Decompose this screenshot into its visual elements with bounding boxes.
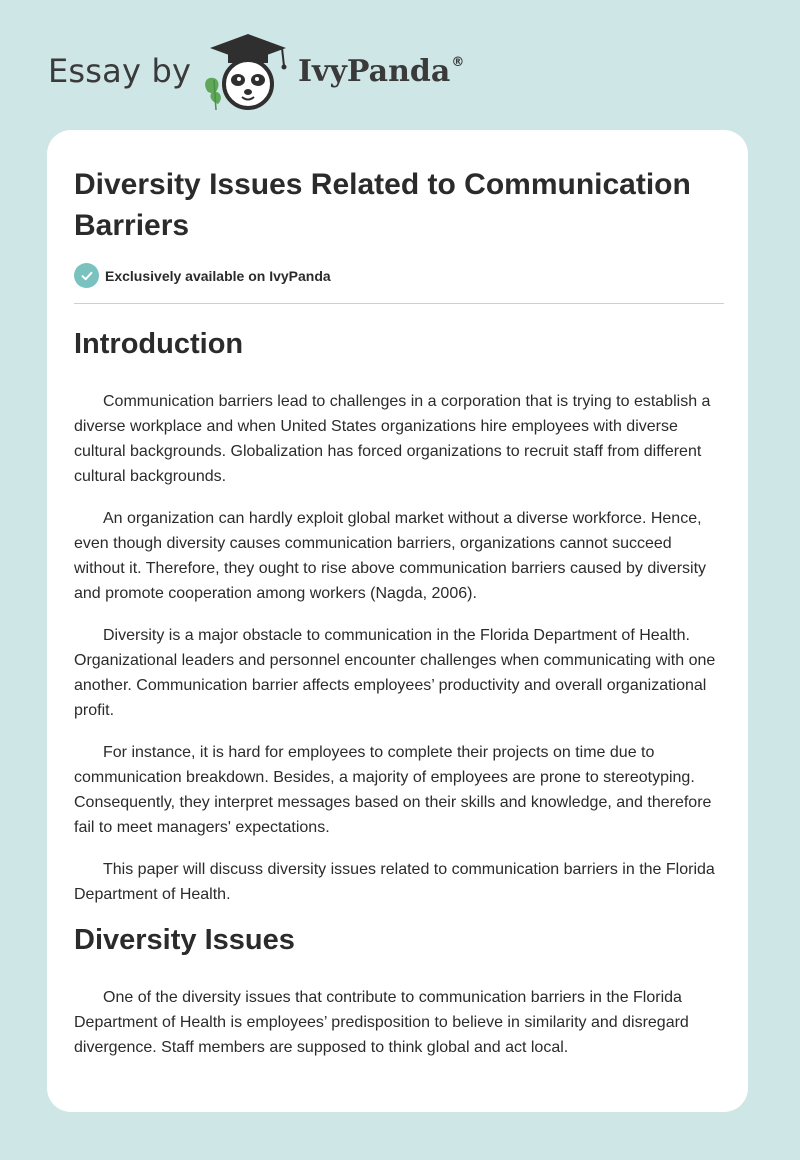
paragraph: One of the diversity issues that contribute to communication barriers in the Florida Department of Health is employees’ predisposition to believe in similarity and disregard divergence. Staff members are supposed to think global and act local. [74, 989, 689, 1056]
paragraph: An organization can hardly exploit global market without a diverse workforce. Hence, even though diversity causes communication barriers, organizations cannot succeed without it. Therefore, they ought to rise above communication barriers caused by diversity and promote cooperation among workers (Nagda, 2006). [74, 510, 707, 602]
essay-by-label: Essay by [48, 52, 192, 90]
paragraph: This paper will discuss diversity issues related to communication barriers in the Florida Department of Health. [74, 861, 715, 903]
check-circle-icon [74, 263, 99, 288]
paragraph: For instance, it is hard for employees to complete their projects on time due to communication breakdown. Besides, a majority of employees are prone to stereotyping. Consequently, they interpret messages based on their skills and knowledge, and therefore fail to meet managers' expectations. [74, 744, 712, 836]
divider [74, 303, 724, 304]
site-header [48, 28, 488, 118]
essay-title: Diversity Issues Related to Communication Barriers [74, 168, 691, 242]
essay-card [47, 130, 748, 1112]
section-heading-diversity-issues: Diversity Issues [74, 924, 295, 956]
brand-name[interactable] [298, 54, 464, 89]
brand-text: IvyPanda [298, 54, 451, 89]
registered-mark: ® [451, 55, 465, 70]
section-heading-introduction: Introduction [74, 328, 244, 360]
essay-body [74, 325, 724, 1060]
paragraph: Diversity is a major obstacle to communication in the Florida Department of Health. Organizational leaders and personnel encounter challenges when communicating with one another. Communication barrier affects employees’ productivity and overall organizational profit. [74, 627, 716, 719]
exclusive-badge [74, 263, 331, 288]
panda-logo-icon[interactable] [200, 32, 296, 112]
paragraph: Communication barriers lead to challenges in a corporation that is trying to establish a diverse workplace and when United States organizations hire employees with diverse cultural backgrounds. Globalization has forced organizations to recruit staff from different cultural backgrounds. [74, 393, 711, 485]
badge-text: Exclusively available on IvyPanda [105, 267, 331, 284]
